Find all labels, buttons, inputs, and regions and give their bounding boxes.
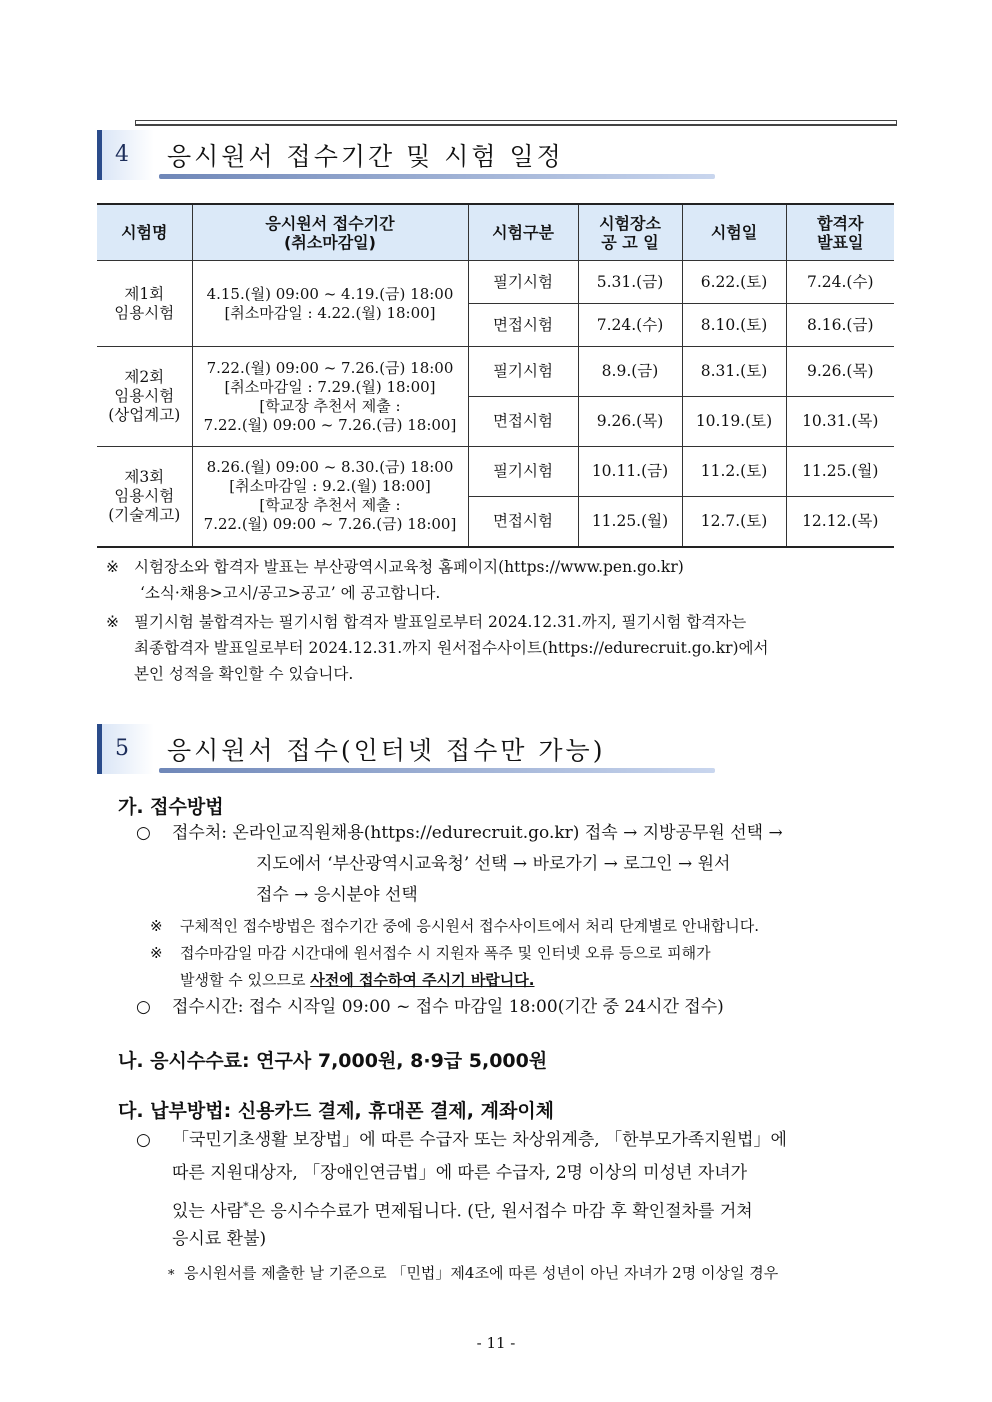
note-2-line-3: 본인 성적을 확인할 수 있습니다. xyxy=(134,665,354,683)
table-header-row xyxy=(97,204,894,261)
result-date: 7.24.(수) xyxy=(786,261,894,304)
header-type: 시험구분 xyxy=(468,204,578,261)
exam-type: 면접시험 xyxy=(468,497,578,547)
note-mark: ※ xyxy=(150,917,163,935)
round-name: 제1회 임용시험 xyxy=(97,261,192,347)
note-mark: ※ xyxy=(150,944,163,962)
ga-line-2: 지도에서 ‘부산광역시교육청’ 선택 → 바로가기 → 로그인 → 원서 xyxy=(256,854,731,874)
result-date: 8.16.(금) xyxy=(786,304,894,347)
note-2-line-1: 필기시험 불합격자는 필기시험 합격자 발표일로부터 2024.12.31.까지, 필기시험 합격자는 xyxy=(134,613,747,631)
place-date: 11.25.(월) xyxy=(578,497,682,547)
bullet-circle: ○ xyxy=(136,997,151,1017)
exam-date: 6.22.(토) xyxy=(682,261,786,304)
place-date: 10.11.(금) xyxy=(578,447,682,497)
note-2-line-2: 최종합격자 발표일로부터 2024.12.31.까지 원서접수사이트(https://edurecruit.go.kr)에서 xyxy=(134,639,769,657)
exam-type: 면접시험 xyxy=(468,397,578,447)
exam-date: 10.19.(토) xyxy=(682,397,786,447)
ga-note-1: 구체적인 접수방법은 접수기간 중에 응시원서 접수사이트에서 처리 단계별로 안내합니다. xyxy=(180,917,760,935)
section-4-header xyxy=(97,130,717,182)
top-rule xyxy=(135,120,897,126)
exam-type: 면접시험 xyxy=(468,304,578,347)
da-line-3: 있는 사람*은 응시수수료가 면제됩니다. (단, 원서접수 마감 후 확인절차를 거쳐 xyxy=(172,1200,753,1222)
ga-line-1: 접수처: 온라인교직원채용(https://edurecruit.go.kr) 접속 → 지방공무원 선택 → xyxy=(172,823,783,843)
section-4-underline xyxy=(159,174,715,179)
result-date: 9.26.(목) xyxy=(786,347,894,397)
ga-note-2-line-2: 발생할 수 있으므로 사전에 접수하여 주시기 바랍니다. xyxy=(180,971,535,989)
result-date: 10.31.(목) xyxy=(786,397,894,447)
exam-type: 필기시험 xyxy=(468,347,578,397)
exam-date: 8.31.(토) xyxy=(682,347,786,397)
section-5-header xyxy=(97,724,717,776)
round-period: 8.26.(월) 09:00 ~ 8.30.(금) 18:00 [취소마감일 : 9.2.(월) 18:00] [학교장 추천서 제출 : 7.22.(월) 09:00 ~ 7.26.(금) 18:00] xyxy=(192,447,468,547)
result-date: 12.12.(목) xyxy=(786,497,894,547)
section-5-underline xyxy=(159,768,715,773)
result-date: 11.25.(월) xyxy=(786,447,894,497)
place-date: 7.24.(수) xyxy=(578,304,682,347)
exam-type: 필기시험 xyxy=(468,447,578,497)
bullet-circle: ○ xyxy=(136,823,151,843)
section-4-title: 응시원서 접수기간 및 시험 일정 xyxy=(167,142,564,171)
round-name: 제2회 임용시험 (상업계고) xyxy=(97,347,192,447)
round-period: 4.15.(월) 09:00 ~ 4.19.(금) 18:00 [취소마감일 : 4.22.(월) 18:00] xyxy=(192,261,468,347)
header-exam-name: 시험명 xyxy=(97,204,192,261)
heading-ga: 가. 접수방법 xyxy=(118,796,224,818)
schedule-table xyxy=(97,203,894,548)
page-number: - 11 - xyxy=(476,1334,516,1352)
place-date: 9.26.(목) xyxy=(578,397,682,447)
da-line-4: 응시료 환불) xyxy=(172,1229,267,1249)
da-line-2: 따른 지원대상자, 「장애인연금법」에 따른 수급자, 2명 이상의 미성년 자녀가 xyxy=(172,1163,748,1183)
note-1-line-2: ‘소식·채용>고시/공고>공고’ 에 공고합니다. xyxy=(140,584,441,602)
header-exam-date: 시험일 xyxy=(682,204,786,261)
bullet-circle: ○ xyxy=(136,1130,151,1150)
note-mark: ※ xyxy=(106,558,119,576)
ga-line-3: 접수 → 응시분야 선택 xyxy=(256,885,418,905)
section-5-title: 응시원서 접수(인터넷 접수만 가능) xyxy=(167,736,606,765)
exam-date: 8.10.(토) xyxy=(682,304,786,347)
section-5-number: 5 xyxy=(115,736,129,761)
section-4-number: 4 xyxy=(115,142,129,167)
place-date: 5.31.(금) xyxy=(578,261,682,304)
note-1-line-1: 시험장소와 합격자 발표는 부산광역시교육청 홈페이지(https://www.pen.go.kr) xyxy=(134,558,684,576)
ga-note-emphasis: 사전에 접수하여 주시기 바랍니다. xyxy=(310,971,535,989)
exam-date: 11.2.(토) xyxy=(682,447,786,497)
table-row xyxy=(97,261,894,304)
round-period: 7.22.(월) 09:00 ~ 7.26.(금) 18:00 [취소마감일 : 7.29.(월) 18:00] [학교장 추천서 제출 : 7.22.(월) 09:00 ~ 7.26.(금) 18:00] xyxy=(192,347,468,447)
exam-date: 12.7.(토) xyxy=(682,497,786,547)
heading-da: 다. 납부방법: 신용카드 결제, 휴대폰 결제, 계좌이체 xyxy=(118,1100,555,1122)
header-result: 합격자 발표일 xyxy=(786,204,894,261)
place-date: 8.9.(금) xyxy=(578,347,682,397)
da-footnote: 응시원서를 제출한 날 기준으로 「민법」제4조에 따른 성년이 아닌 자녀가 2명 이상일 경우 xyxy=(184,1264,779,1282)
heading-na: 나. 응시수수료: 연구사 7,000원, 8·9급 5,000원 xyxy=(118,1050,548,1072)
table-row xyxy=(97,347,894,397)
exam-type: 필기시험 xyxy=(468,261,578,304)
note-mark: ※ xyxy=(106,613,119,631)
ga-line-4: 접수시간: 접수 시작일 09:00 ~ 접수 마감일 18:00(기간 중 24시간 접수) xyxy=(172,997,724,1017)
ga-note-2-line-1: 접수마감일 마감 시간대에 원서접수 시 지원자 폭주 및 인터넷 오류 등으로 피해가 xyxy=(180,944,711,962)
da-line-1: 「국민기초생활 보장법」에 따른 수급자 또는 차상위계층, 「한부모가족지원법」에 xyxy=(172,1130,787,1150)
table-row xyxy=(97,447,894,497)
header-period: 응시원서 접수기간 (취소마감일) xyxy=(192,204,468,261)
footnote-mark: * xyxy=(168,1268,175,1283)
header-place: 시험장소 공 고 일 xyxy=(578,204,682,261)
round-name: 제3회 임용시험 (기술계고) xyxy=(97,447,192,547)
